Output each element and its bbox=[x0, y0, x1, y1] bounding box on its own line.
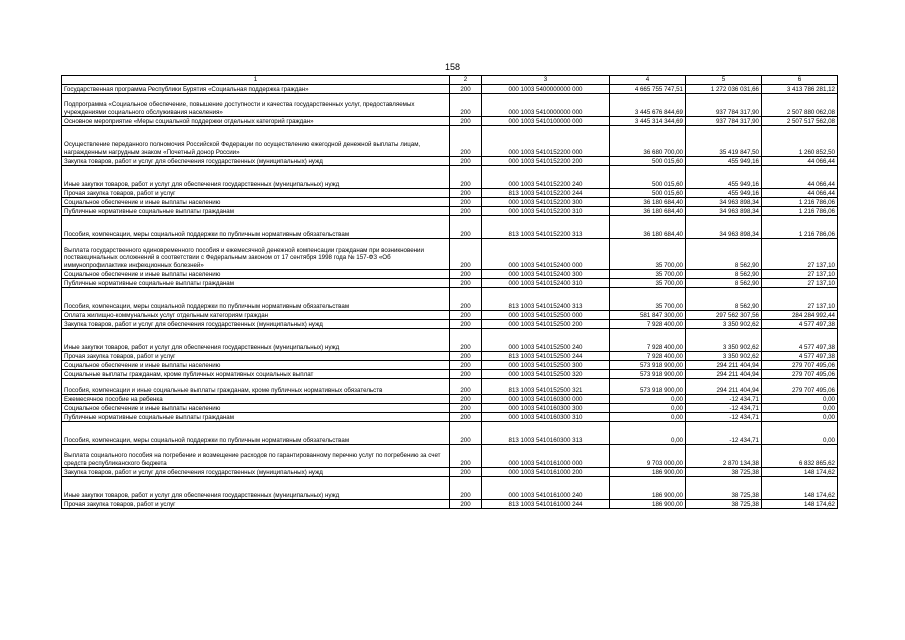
table-row bbox=[62, 477, 838, 500]
executed-amount-cell: 294 211 404,94 bbox=[686, 379, 762, 395]
unexecuted-amount-cell: 4 577 497,38 bbox=[762, 352, 838, 361]
budget-code-cell: 813 1003 5410152500 244 bbox=[482, 352, 610, 361]
unexecuted-amount-cell: 0,00 bbox=[762, 395, 838, 404]
line-code-cell: 200 bbox=[450, 413, 482, 422]
unexecuted-amount-cell: 0,00 bbox=[762, 404, 838, 413]
unexecuted-amount-cell: 4 577 497,38 bbox=[762, 329, 838, 352]
row-name-cell: Ежемесячное пособие на ребенка bbox=[62, 395, 450, 404]
column-header: 5 bbox=[686, 76, 762, 85]
approved-amount-cell: 9 703 000,00 bbox=[610, 445, 686, 468]
unexecuted-amount-cell: 1 216 786,06 bbox=[762, 216, 838, 239]
unexecuted-amount-cell: 44 066,44 bbox=[762, 166, 838, 189]
table-row bbox=[62, 500, 838, 509]
table-row bbox=[62, 207, 838, 216]
row-name-cell: Иные закупки товаров, работ и услуг для обеспечения государственных (муниципальных) нужд bbox=[62, 329, 450, 352]
table-row bbox=[62, 413, 838, 422]
executed-amount-cell: 455 949,16 bbox=[686, 157, 762, 166]
budget-code-cell: 000 1003 5410152200 000 bbox=[482, 126, 610, 157]
row-name-cell: Осуществление переданного полномочия Российской Федерации по осуществлению ежегодной денежной выплаты лицам, награжденным нагрудным знаком «Почетный донор России» bbox=[62, 126, 450, 157]
unexecuted-amount-cell: 27 137,10 bbox=[762, 288, 838, 311]
budget-code-cell: 000 1003 5400000000 000 bbox=[482, 85, 610, 94]
executed-amount-cell: -12 434,71 bbox=[686, 422, 762, 445]
line-code-cell: 200 bbox=[450, 157, 482, 166]
line-code-cell: 200 bbox=[450, 477, 482, 500]
budget-code-cell: 000 1003 5410152200 240 bbox=[482, 166, 610, 189]
line-code-cell: 200 bbox=[450, 361, 482, 370]
budget-code-cell: 813 1003 5410152200 244 bbox=[482, 189, 610, 198]
row-name-cell: Закупка товаров, работ и услуг для обеспечения государственных (муниципальных) нужд bbox=[62, 468, 450, 477]
table-row bbox=[62, 270, 838, 279]
approved-amount-cell: 36 180 684,40 bbox=[610, 216, 686, 239]
page-number: 158 bbox=[444, 62, 461, 72]
approved-amount-cell: 7 928 400,00 bbox=[610, 320, 686, 329]
approved-amount-cell: 4 665 755 747,51 bbox=[610, 85, 686, 94]
budget-code-cell: 000 1003 5410152400 300 bbox=[482, 270, 610, 279]
unexecuted-amount-cell: 148 174,62 bbox=[762, 477, 838, 500]
table-row bbox=[62, 395, 838, 404]
executed-amount-cell: 8 562,90 bbox=[686, 279, 762, 288]
executed-amount-cell: 38 725,38 bbox=[686, 477, 762, 500]
approved-amount-cell: 573 918 900,00 bbox=[610, 361, 686, 370]
line-code-cell: 200 bbox=[450, 85, 482, 94]
row-name-cell: Социальное обеспечение и иные выплаты населению bbox=[62, 270, 450, 279]
line-code-cell: 200 bbox=[450, 126, 482, 157]
budget-code-cell: 000 1003 5410152200 200 bbox=[482, 157, 610, 166]
approved-amount-cell: 186 900,00 bbox=[610, 500, 686, 509]
executed-amount-cell: 8 562,90 bbox=[686, 288, 762, 311]
unexecuted-amount-cell: 0,00 bbox=[762, 422, 838, 445]
executed-amount-cell: -12 434,71 bbox=[686, 404, 762, 413]
budget-code-cell: 000 1003 5410160300 300 bbox=[482, 404, 610, 413]
unexecuted-amount-cell: 2 507 880 062,08 bbox=[762, 94, 838, 117]
approved-amount-cell: 3 445 676 844,69 bbox=[610, 94, 686, 117]
table-row bbox=[62, 279, 838, 288]
line-code-cell: 200 bbox=[450, 395, 482, 404]
executed-amount-cell: 3 350 902,62 bbox=[686, 320, 762, 329]
executed-amount-cell: 1 272 036 031,66 bbox=[686, 85, 762, 94]
row-name-cell: Социальные выплаты гражданам, кроме публичных нормативных социальных выплат bbox=[62, 370, 450, 379]
approved-amount-cell: 3 445 314 344,69 bbox=[610, 117, 686, 126]
approved-amount-cell: 35 700,00 bbox=[610, 270, 686, 279]
row-name-cell: Закупка товаров, работ и услуг для обеспечения государственных (муниципальных) нужд bbox=[62, 157, 450, 166]
row-name-cell: Публичные нормативные социальные выплаты гражданам bbox=[62, 279, 450, 288]
approved-amount-cell: 500 015,60 bbox=[610, 189, 686, 198]
budget-code-cell: 000 1003 5410152500 000 bbox=[482, 311, 610, 320]
unexecuted-amount-cell: 0,00 bbox=[762, 413, 838, 422]
executed-amount-cell: 35 419 847,50 bbox=[686, 126, 762, 157]
unexecuted-amount-cell: 6 832 865,62 bbox=[762, 445, 838, 468]
table-row bbox=[62, 216, 838, 239]
budget-code-cell: 000 1003 5410160300 000 bbox=[482, 395, 610, 404]
budget-code-cell: 000 1003 5410161000 240 bbox=[482, 477, 610, 500]
row-name-cell: Публичные нормативные социальные выплаты гражданам bbox=[62, 207, 450, 216]
row-name-cell: Публичные нормативные социальные выплаты гражданам bbox=[62, 413, 450, 422]
approved-amount-cell: 0,00 bbox=[610, 422, 686, 445]
table-row bbox=[62, 370, 838, 379]
row-name-cell: Прочая закупка товаров, работ и услуг bbox=[62, 500, 450, 509]
budget-code-cell: 000 1003 5410161000 000 bbox=[482, 445, 610, 468]
table-row bbox=[62, 445, 838, 468]
executed-amount-cell: 8 562,90 bbox=[686, 239, 762, 270]
approved-amount-cell: 573 918 900,00 bbox=[610, 379, 686, 395]
column-header: 4 bbox=[610, 76, 686, 85]
table-row bbox=[62, 422, 838, 445]
unexecuted-amount-cell: 44 066,44 bbox=[762, 157, 838, 166]
table-row bbox=[62, 85, 838, 94]
executed-amount-cell: 38 725,38 bbox=[686, 468, 762, 477]
budget-code-cell: 000 1003 5410161000 200 bbox=[482, 468, 610, 477]
table-row bbox=[62, 166, 838, 189]
line-code-cell: 200 bbox=[450, 500, 482, 509]
line-code-cell: 200 bbox=[450, 270, 482, 279]
approved-amount-cell: 36 680 700,00 bbox=[610, 126, 686, 157]
table-row bbox=[62, 311, 838, 320]
executed-amount-cell: 3 350 902,62 bbox=[686, 352, 762, 361]
budget-code-cell: 000 1003 5410152400 310 bbox=[482, 279, 610, 288]
executed-amount-cell: 34 963 898,34 bbox=[686, 198, 762, 207]
row-name-cell: Социальное обеспечение и иные выплаты населению bbox=[62, 198, 450, 207]
row-name-cell: Закупка товаров, работ и услуг для обеспечения государственных (муниципальных) нужд bbox=[62, 320, 450, 329]
row-name-cell: Пособия, компенсации, меры социальной поддержки по публичным нормативным обязательствам bbox=[62, 216, 450, 239]
budget-code-cell: 813 1003 5410152500 321 bbox=[482, 379, 610, 395]
line-code-cell: 200 bbox=[450, 352, 482, 361]
executed-amount-cell: 937 784 317,90 bbox=[686, 94, 762, 117]
line-code-cell: 200 bbox=[450, 166, 482, 189]
line-code-cell: 200 bbox=[450, 404, 482, 413]
unexecuted-amount-cell: 148 174,62 bbox=[762, 500, 838, 509]
approved-amount-cell: 35 700,00 bbox=[610, 279, 686, 288]
executed-amount-cell: -12 434,71 bbox=[686, 395, 762, 404]
unexecuted-amount-cell: 27 137,10 bbox=[762, 239, 838, 270]
budget-code-cell: 000 1003 5410152400 000 bbox=[482, 239, 610, 270]
line-code-cell: 200 bbox=[450, 422, 482, 445]
line-code-cell: 200 bbox=[450, 379, 482, 395]
table-row bbox=[62, 468, 838, 477]
line-code-cell: 200 bbox=[450, 468, 482, 477]
approved-amount-cell: 186 900,00 bbox=[610, 468, 686, 477]
unexecuted-amount-cell: 1 260 852,50 bbox=[762, 126, 838, 157]
executed-amount-cell: 294 211 404,94 bbox=[686, 361, 762, 370]
budget-code-cell: 813 1003 5410152400 313 bbox=[482, 288, 610, 311]
unexecuted-amount-cell: 27 137,10 bbox=[762, 270, 838, 279]
executed-amount-cell: 455 949,16 bbox=[686, 189, 762, 198]
approved-amount-cell: 36 180 684,40 bbox=[610, 198, 686, 207]
line-code-cell: 200 bbox=[450, 320, 482, 329]
budget-code-cell: 000 1003 5410152200 310 bbox=[482, 207, 610, 216]
approved-amount-cell: 581 847 300,00 bbox=[610, 311, 686, 320]
unexecuted-amount-cell: 1 216 786,06 bbox=[762, 198, 838, 207]
unexecuted-amount-cell: 2 507 517 562,08 bbox=[762, 117, 838, 126]
unexecuted-amount-cell: 44 066,44 bbox=[762, 189, 838, 198]
table-row bbox=[62, 320, 838, 329]
approved-amount-cell: 0,00 bbox=[610, 413, 686, 422]
table-row bbox=[62, 94, 838, 117]
column-header: 1 bbox=[62, 76, 450, 85]
line-code-cell: 200 bbox=[450, 279, 482, 288]
executed-amount-cell: -12 434,71 bbox=[686, 413, 762, 422]
row-name-cell: Государственная программа Республики Бурятия «Социальная поддержка граждан» bbox=[62, 85, 450, 94]
unexecuted-amount-cell: 4 577 497,38 bbox=[762, 320, 838, 329]
row-name-cell: Иные закупки товаров, работ и услуг для обеспечения государственных (муниципальных) нужд bbox=[62, 166, 450, 189]
budget-code-cell: 000 1003 5410152500 240 bbox=[482, 329, 610, 352]
table-row bbox=[62, 288, 838, 311]
budget-code-cell: 000 1003 5410152500 320 bbox=[482, 370, 610, 379]
column-header: 6 bbox=[762, 76, 838, 85]
table-row bbox=[62, 117, 838, 126]
table-row bbox=[62, 189, 838, 198]
budget-code-cell: 000 1003 5410152500 300 bbox=[482, 361, 610, 370]
line-code-cell: 200 bbox=[450, 117, 482, 126]
approved-amount-cell: 0,00 bbox=[610, 404, 686, 413]
unexecuted-amount-cell: 3 413 786 281,12 bbox=[762, 85, 838, 94]
column-header: 3 bbox=[482, 76, 610, 85]
unexecuted-amount-cell: 279 707 495,06 bbox=[762, 361, 838, 370]
approved-amount-cell: 500 015,60 bbox=[610, 166, 686, 189]
unexecuted-amount-cell: 1 216 786,06 bbox=[762, 207, 838, 216]
executed-amount-cell: 2 870 134,38 bbox=[686, 445, 762, 468]
row-name-cell: Оплата жилищно-коммунальных услуг отдельным категориям граждан bbox=[62, 311, 450, 320]
line-code-cell: 200 bbox=[450, 370, 482, 379]
executed-amount-cell: 294 211 404,94 bbox=[686, 370, 762, 379]
table-row bbox=[62, 157, 838, 166]
executed-amount-cell: 455 949,16 bbox=[686, 166, 762, 189]
row-name-cell: Выплата социального пособия на погребение и возмещение расходов по гарантированному перечню услуг по погребению за счет средств республиканского бюджета bbox=[62, 445, 450, 468]
line-code-cell: 200 bbox=[450, 239, 482, 270]
line-code-cell: 200 bbox=[450, 329, 482, 352]
unexecuted-amount-cell: 279 707 495,06 bbox=[762, 379, 838, 395]
unexecuted-amount-cell: 284 284 992,44 bbox=[762, 311, 838, 320]
row-name-cell: Основное мероприятие «Меры социальной поддержки отдельных категорий граждан» bbox=[62, 117, 450, 126]
table-header-row bbox=[62, 76, 838, 85]
budget-code-cell: 813 1003 5410160300 313 bbox=[482, 422, 610, 445]
unexecuted-amount-cell: 27 137,10 bbox=[762, 279, 838, 288]
executed-amount-cell: 937 784 317,90 bbox=[686, 117, 762, 126]
budget-code-cell: 000 1003 5410152200 300 bbox=[482, 198, 610, 207]
row-name-cell: Прочая закупка товаров, работ и услуг bbox=[62, 189, 450, 198]
line-code-cell: 200 bbox=[450, 94, 482, 117]
budget-code-cell: 000 1003 5410160300 310 bbox=[482, 413, 610, 422]
line-code-cell: 200 bbox=[450, 207, 482, 216]
budget-code-cell: 000 1003 5410152500 200 bbox=[482, 320, 610, 329]
table-row bbox=[62, 198, 838, 207]
row-name-cell: Социальное обеспечение и иные выплаты населению bbox=[62, 404, 450, 413]
line-code-cell: 200 bbox=[450, 216, 482, 239]
line-code-cell: 200 bbox=[450, 198, 482, 207]
row-name-cell: Прочая закупка товаров, работ и услуг bbox=[62, 352, 450, 361]
approved-amount-cell: 186 900,00 bbox=[610, 477, 686, 500]
executed-amount-cell: 3 350 902,62 bbox=[686, 329, 762, 352]
approved-amount-cell: 573 918 900,00 bbox=[610, 370, 686, 379]
row-name-cell: Иные закупки товаров, работ и услуг для обеспечения государственных (муниципальных) нужд bbox=[62, 477, 450, 500]
budget-execution-table bbox=[61, 75, 838, 509]
line-code-cell: 200 bbox=[450, 311, 482, 320]
budget-code-cell: 813 1003 5410161000 244 bbox=[482, 500, 610, 509]
executed-amount-cell: 297 562 307,56 bbox=[686, 311, 762, 320]
approved-amount-cell: 7 928 400,00 bbox=[610, 352, 686, 361]
executed-amount-cell: 38 725,38 bbox=[686, 500, 762, 509]
executed-amount-cell: 34 963 898,34 bbox=[686, 216, 762, 239]
budget-code-cell: 000 1003 5410100000 000 bbox=[482, 117, 610, 126]
budget-code-cell: 813 1003 5410152200 313 bbox=[482, 216, 610, 239]
approved-amount-cell: 35 700,00 bbox=[610, 288, 686, 311]
budget-code-cell: 000 1003 5410000000 000 bbox=[482, 94, 610, 117]
table-row bbox=[62, 329, 838, 352]
executed-amount-cell: 8 562,90 bbox=[686, 270, 762, 279]
column-header: 2 bbox=[450, 76, 482, 85]
row-name-cell: Пособия, компенсации, меры социальной поддержки по публичным нормативным обязательствам bbox=[62, 422, 450, 445]
row-name-cell: Подпрограмма «Социальное обеспечение, повышение доступности и качества государственных услуг, предоставляемых учреждениями социального обслуживания населения» bbox=[62, 94, 450, 117]
table-row bbox=[62, 352, 838, 361]
table-row bbox=[62, 404, 838, 413]
approved-amount-cell: 7 928 400,00 bbox=[610, 329, 686, 352]
row-name-cell: Социальное обеспечение и иные выплаты населению bbox=[62, 361, 450, 370]
table-row bbox=[62, 379, 838, 395]
line-code-cell: 200 bbox=[450, 189, 482, 198]
line-code-cell: 200 bbox=[450, 288, 482, 311]
table-row bbox=[62, 239, 838, 270]
row-name-cell: Пособия, компенсации и иные социальные выплаты гражданам, кроме публичных нормативных обязательств bbox=[62, 379, 450, 395]
line-code-cell: 200 bbox=[450, 445, 482, 468]
executed-amount-cell: 34 963 898,34 bbox=[686, 207, 762, 216]
approved-amount-cell: 500 015,60 bbox=[610, 157, 686, 166]
row-name-cell: Выплата государственного единовременного пособия и ежемесячной денежной компенсации гражданам при возникновении поствакцинальных осложнений в соответствии с Федеральным законом от 17 сентября 1998 года № 157-ФЗ «Об иммунопрофилактике инфекционных болезней» bbox=[62, 239, 450, 270]
unexecuted-amount-cell: 279 707 495,06 bbox=[762, 370, 838, 379]
approved-amount-cell: 35 700,00 bbox=[610, 239, 686, 270]
approved-amount-cell: 0,00 bbox=[610, 395, 686, 404]
approved-amount-cell: 36 180 684,40 bbox=[610, 207, 686, 216]
table-row bbox=[62, 126, 838, 157]
table-row bbox=[62, 361, 838, 370]
unexecuted-amount-cell: 148 174,62 bbox=[762, 468, 838, 477]
row-name-cell: Пособия, компенсации, меры социальной поддержки по публичным нормативным обязательствам bbox=[62, 288, 450, 311]
